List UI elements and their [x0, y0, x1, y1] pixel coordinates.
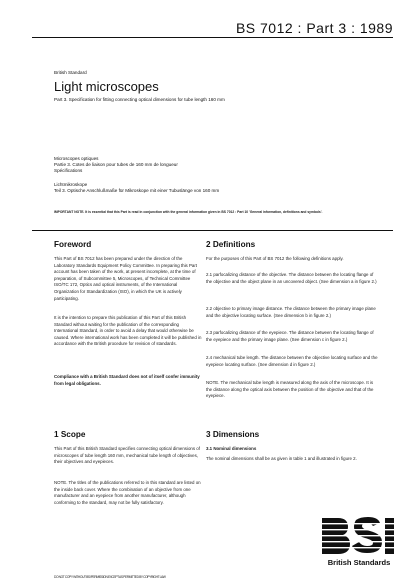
definition-note: NOTE. The mechanical tube length is measured along the axis of the microscope. It is the distance along the optical axis between the position of the objective and that of the eyepiece.	[206, 380, 374, 399]
definition-2-2: 2.2 objective to primary image distance. The distance between the primary image plane and the objective locating surface. (See dimension b in figure 2.)	[206, 306, 376, 318]
foreword-heading: Foreword	[54, 240, 92, 249]
bsi-logo	[316, 510, 402, 570]
definition-2-1: 2.1 parfocalizing distance of the objective. The distance between the locating flange of the objective and the object plane in an uncovered object. (See dimension a in figure 2.)	[206, 272, 377, 284]
copyright-footer: DO NOT COPY WITHOUT BSI PERMISSION EXCEPT AS PERMITTED BY COPYRIGHT LAW	[54, 575, 166, 579]
bsi-tagline: British Standards	[327, 558, 391, 567]
header-rule	[32, 37, 393, 38]
foreword-paragraph-2: It is the intention to prepare this publication of this Part of this British Standard without waiting for the publication of the corresponding International Standard, in order to avoid a delay that would otherwise be caused. Where international work has been completed it will be published in accordance with the British procedure for revision of standards.	[54, 315, 202, 347]
scope-note: NOTE. The titles of the publications referred to in this standard are listed on the inside back cover. Where the combination of an objective from one manufacturer and an eyepiece from another manufacturer, although conforming to the standard, may not be fully satisfactory.	[54, 480, 201, 505]
bs-label: British Standard	[54, 70, 87, 75]
document-title: Light microscopes	[54, 79, 159, 94]
bsi-logo-mark	[316, 510, 402, 570]
dimensions-heading: 3 Dimensions	[206, 430, 260, 439]
important-note: IMPORTANT NOTE. It is essential that this Part is read in conjunction with the general information given in BS 7012 : Part 10 'General information, definitions and symbols'.	[54, 210, 323, 214]
definition-2-4: 2.4 mechanical tube length. The distance between the objective locating surface and the eyepiece locating surface. (See dimension d in figure 2.)	[206, 355, 378, 367]
definitions-intro: For the purposes of this Part of BS 7012 the following definitions apply.	[206, 256, 344, 261]
foreword-paragraph-1: This Part of BS 7012 has been prepared under the direction of the Laboratory Standards Equipment Policy Committee. In preparing this Part account has been taken of the work, at present incomplete, at the time of preparation, of Subcommittee 5, Microscopes, of Technical Committee ISO/TC 172, Optics and optical instruments, of the International Organization for Standardization (ISO), in which the UK is actively participating.	[54, 256, 198, 301]
french-title-3: Spécifications	[54, 168, 83, 173]
scope-heading: 1 Scope	[54, 430, 86, 439]
french-title-2: Partie 3. Cotes de liaison pour tubes de 160 mm de longueur	[54, 162, 178, 167]
scope-paragraph: This Part of this British Standard specifies connecting optical dimensions of microscopes of tube length 160 mm, mechanical tube length of objectives, their objectives and eyepieces.	[54, 446, 200, 465]
french-title-1: Microscopes optiques	[54, 156, 99, 161]
definitions-heading: 2 Definitions	[206, 240, 256, 249]
german-title-2: Teil 3. Optische Anschlußmaße für Mikroskope mit einer Tubuslänge von 160 mm	[54, 188, 220, 193]
german-title-1: Lichtmikroskope	[54, 182, 88, 187]
section-rule	[32, 230, 393, 231]
document-subtitle: Part 3. Specification for fitting connecting optical dimensions for tube length 160 mm	[54, 97, 225, 102]
foreword-paragraph-3: Compliance with a British Standard does not of itself confer immunity from legal obligations.	[54, 374, 200, 386]
standard-number: BS 7012 : Part 3 : 1989	[235, 20, 393, 36]
dimensions-subheading: 3.1 Nominal dimensions	[206, 446, 257, 451]
definition-2-3: 2.3 parfocalizing distance of the eyepiece. The distance between the locating flange of the eyepiece and the primary image plane. (See dimension c in figure 2.)	[206, 330, 374, 342]
dimensions-text: The nominal dimensions shall be as given in table 1 and illustrated in figure 2.	[206, 456, 357, 461]
